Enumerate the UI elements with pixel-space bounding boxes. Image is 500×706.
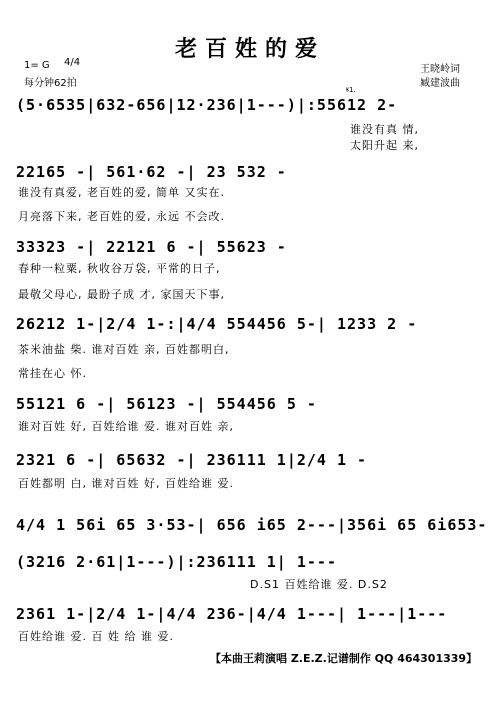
segno-marker: 𝄋1. xyxy=(346,86,356,94)
footer-credit: 【本曲王莉演唱 Z.E.Z.记谱制作 QQ 464301339】 xyxy=(210,652,478,665)
song-title: 老百姓的爱 xyxy=(174,36,325,62)
lyric-line: 百姓都明 白, 谁对百姓 好, 百姓给谁 爱. xyxy=(18,477,234,490)
lyric-line: 太阳升起 来, xyxy=(350,139,419,152)
notation-line: 33323 -| 22121 6 -| 55623 - xyxy=(16,238,287,256)
notation-line: 2321 6 -| 65632 -| 236111 1|2/4 1 - xyxy=(16,451,368,469)
notation-line: (5·6535|632-656|12·236|1---)|:55612 2- xyxy=(16,96,398,114)
lyric-line: 谁没有真 情, xyxy=(350,123,419,136)
notation-line: 55121 6 -| 56123 -| 554456 5 - xyxy=(16,395,317,413)
lyric-line: D.S1 百姓给谁 爱. D.S2 xyxy=(250,578,388,591)
composer-credit: 臧建波曲 xyxy=(420,78,460,89)
notation-line: 22165 -| 561·62 -| 23 532 - xyxy=(16,163,287,181)
lyric-line: 常挂在心 怀. xyxy=(18,367,87,380)
lyricist-credit: 王晓岭词 xyxy=(420,64,460,75)
lyric-line: 最敬父母心, 最盼子成 才, 家国天下事, xyxy=(18,288,225,301)
lyric-line: 春种一粒粟, 秋收谷万袋, 平常的日子, xyxy=(18,262,221,275)
lyric-line: 茶米油盐 柴. 谁对百姓 亲, 百姓都明白, xyxy=(18,343,230,356)
notation-line: 2361 1-|2/4 1-|4/4 236-|4/4 1---| 1---|1--- xyxy=(16,605,448,623)
tempo-marking: 每分钟62拍 xyxy=(24,78,77,89)
lyric-line: 谁没有真爱, 老百姓的爱, 简单 又实在. xyxy=(18,186,225,199)
notation-line: 26212 1-|2/4 1-:|4/4 554456 5-| 1233 2 - xyxy=(16,315,418,333)
key-signature: 1= G xyxy=(24,60,50,71)
notation-line: 4/4 1 56i 65 3·53-| 656 i65 2---|356i 65 6i653- xyxy=(16,516,488,534)
lyric-line: 百姓给谁 爱. 百 姓 给 谁 爱. xyxy=(18,630,174,643)
lyric-line: 谁对百姓 好, 百姓给谁 爱. 谁对百姓 亲, xyxy=(18,420,234,433)
notation-line: (3216 2·61|1---)|:236111 1| 1--- xyxy=(16,553,337,571)
time-signature: 4/4 xyxy=(64,57,81,68)
lyric-line: 月亮落下来, 老百姓的爱, 永远 不会改. xyxy=(18,210,225,223)
